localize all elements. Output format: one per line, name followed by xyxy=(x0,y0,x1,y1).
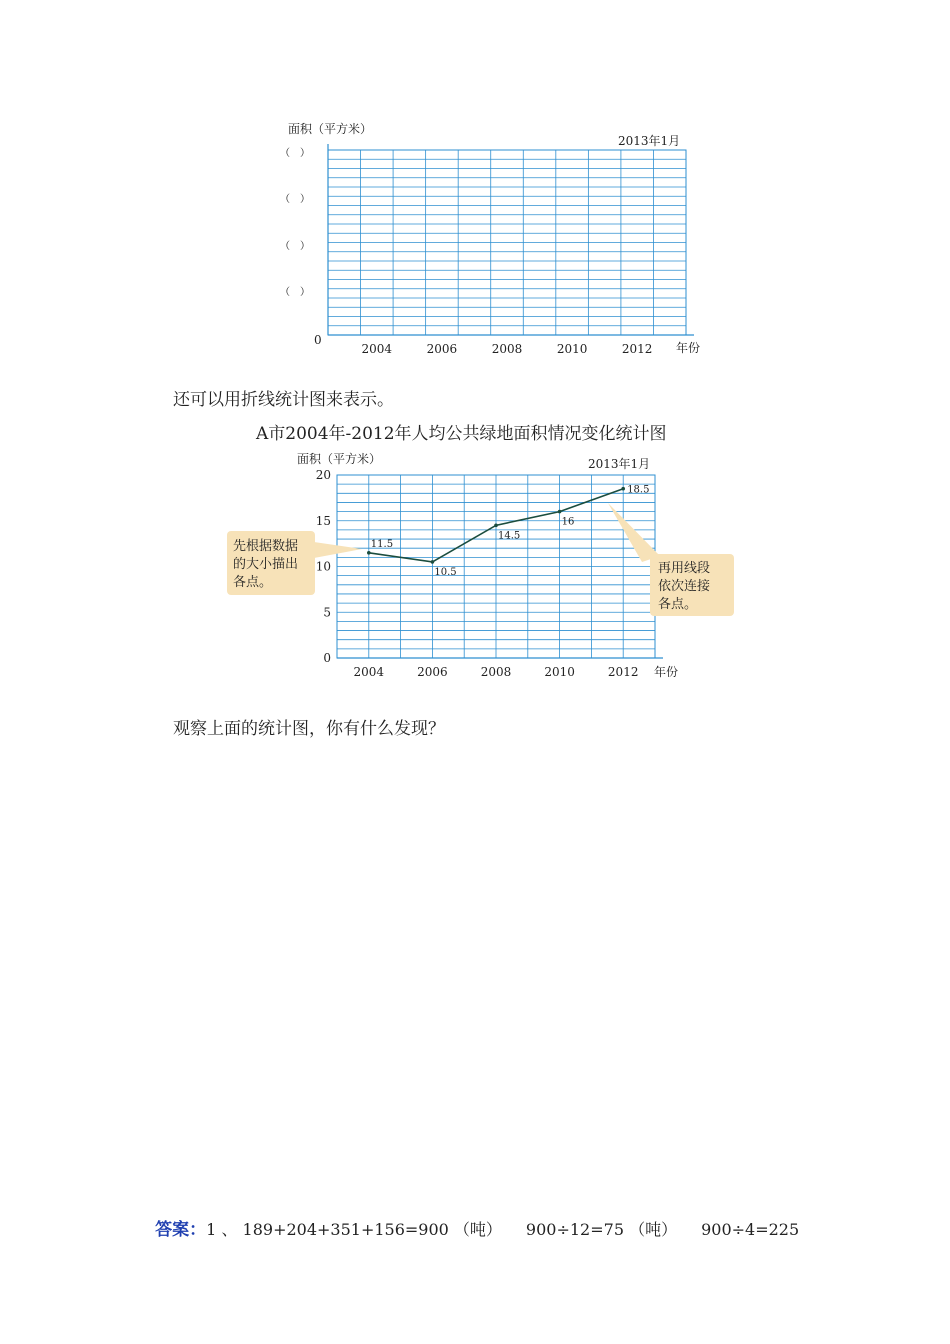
chart-grid xyxy=(328,144,694,335)
x-tick-label: 2006 xyxy=(426,342,458,356)
data-point xyxy=(621,487,625,491)
y-tick-label: 20 xyxy=(315,468,331,482)
callout-text-line: 各点。 xyxy=(233,575,273,590)
x-tick-label: 2010 xyxy=(544,665,575,679)
answer-label: 答案： xyxy=(155,1220,207,1240)
y-axis-label: 面积（平方米） xyxy=(297,452,382,466)
x-axis-label: 年份 xyxy=(676,341,701,355)
callout-text-line: 各点。 xyxy=(658,597,698,612)
sentence: 还可以用折线统计图来表示。 xyxy=(173,390,394,410)
y-tick-label: 10 xyxy=(315,559,331,574)
blank-y-mark: （ ） xyxy=(280,194,310,205)
data-label: 18.5 xyxy=(627,484,650,496)
blank-y-mark: （ ） xyxy=(280,148,310,159)
y-tick-label: 5 xyxy=(323,605,331,620)
answer-line xyxy=(145,1196,799,1240)
callout-text-line: 的大小描出 xyxy=(233,557,299,572)
x-tick-label: 2010 xyxy=(556,342,588,356)
callout-pointer-left xyxy=(314,542,362,558)
blank-y-mark: （ ） xyxy=(280,241,310,252)
data-label: 11.5 xyxy=(370,538,394,550)
blank-line-chart xyxy=(270,115,720,365)
x-tick-label: 2012 xyxy=(607,665,639,679)
y-tick-labels xyxy=(316,468,331,665)
x-tick-label: 2012 xyxy=(621,342,653,356)
callout-text-line: 依次连接 xyxy=(658,579,711,594)
callout-text-line: 先根据数据 xyxy=(233,539,299,554)
chart-title: A市2004年-2012年人均公共绿地面积情况变化统计图 xyxy=(256,424,667,444)
x-tick-label: 2008 xyxy=(480,665,512,679)
x-tick-labels xyxy=(362,342,653,356)
y-tick-label: 0 xyxy=(323,651,331,665)
chart-grid xyxy=(337,475,663,658)
x-tick-label: 2004 xyxy=(361,342,393,356)
data-labels xyxy=(371,485,650,578)
data-label: 16 xyxy=(561,516,575,528)
data-point xyxy=(367,551,371,555)
data-point xyxy=(558,510,562,514)
date-note: 2013年1月 xyxy=(588,457,651,471)
y-tick-label: 15 xyxy=(315,513,331,528)
x-tick-label: 2008 xyxy=(491,342,523,356)
x-tick-labels xyxy=(354,665,639,679)
data-point xyxy=(494,524,498,528)
x-tick-label: 2004 xyxy=(353,665,385,679)
data-point xyxy=(431,560,435,564)
line-chart xyxy=(222,448,742,688)
question: 观察上面的统计图，你有什么发现？ xyxy=(173,719,445,739)
date-note: 2013年1月 xyxy=(618,134,681,148)
x-tick-label: 2006 xyxy=(417,665,448,679)
y-axis-label: 面积（平方米） xyxy=(288,122,373,136)
data-label: 10.5 xyxy=(434,566,457,578)
callout-text-line: 再用线段 xyxy=(658,561,711,576)
data-label: 14.5 xyxy=(498,530,521,542)
blank-y-mark: （ ） xyxy=(280,287,310,298)
x-axis-label: 年份 xyxy=(654,665,679,679)
answer-text: 1 、 189+204+351+156=900 （吨） 900÷12=75 （吨） 900÷4=225 xyxy=(206,1220,800,1239)
origin-label: 0 xyxy=(314,333,322,347)
